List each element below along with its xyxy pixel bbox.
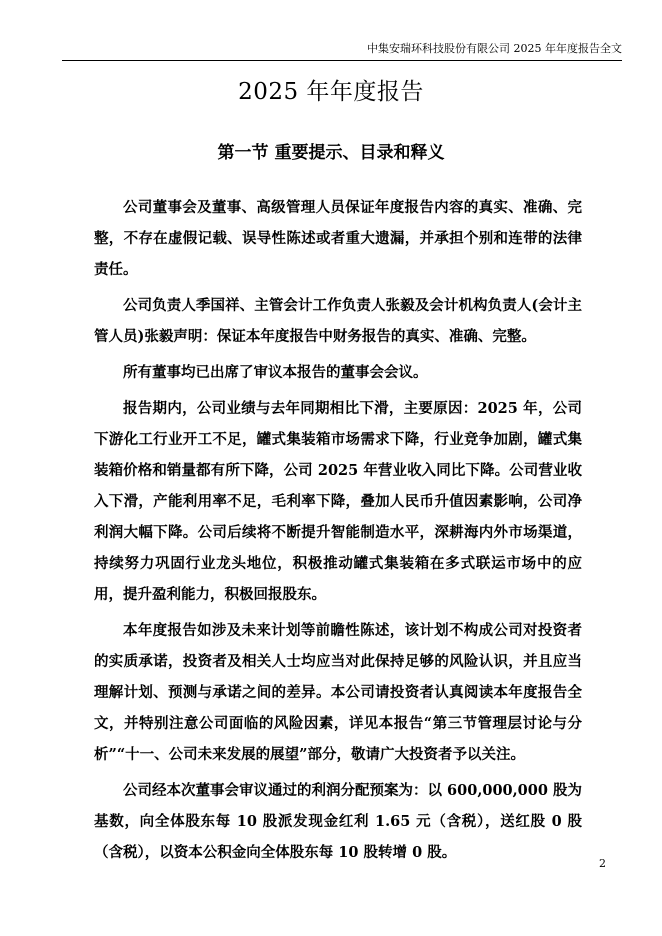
report-title: 2025 年年度报告 (238, 79, 424, 105)
page-number: 2 (599, 857, 606, 870)
paragraph-performance-decline: 报告期内，公司业绩与去年同期相比下滑，主要原因：2025 年，公司下游化工行业开工不足，罐式集装箱市场需求下降，行业竞争加剧，罐式集装箱价格和销量都有所下降，公司 2025 年营业收入同比下降。公司营业收入下滑，产能利用率不足，毛利率下降，叠加人民币升值因素影响，公司净利润大幅下降。公司后续将不断提升智能制造水平，深耕海内外市场渠道，持续努力巩固行业龙头地位，积极推动罐式集装箱在多式联运市场中的应用，提升盈利能力，积极回报股东。 (94, 400, 582, 603)
header-divider (62, 60, 622, 61)
running-header: 中集安瑞环科技股份有限公司 2025 年年度报告全文 (367, 42, 622, 55)
section-title: 第一节 重要提示、目录和释义 (217, 143, 445, 163)
paragraph-forward-looking: 本年度报告如涉及未来计划等前瞻性陈述，该计划不构成公司对投资者的实质承诺，投资者及相关人士均应当对此保持足够的风险认识，并且应当理解计划、预测与承诺之间的差异。本公司请投资者认真阅读本年度报告全文，并特别注意公司面临的风险因素，详见本报告“第三节管理层讨论与分析”“十一、公司未来发展的展望”部分，敬请广大投资者予以关注。 (94, 622, 582, 763)
paragraph-board-guarantee: 公司董事会及董事、高级管理人员保证年度报告内容的真实、准确、完整，不存在虚假记载、误导性陈述或者重大遗漏，并承担个别和连带的法律责任。 (94, 199, 582, 278)
paragraph-responsible-persons: 公司负责人季国祥、主管会计工作负责人张毅及会计机构负责人(会计主管人员)张毅声明：保证本年度报告中财务报告的真实、准确、完整。 (94, 297, 582, 345)
paragraph-director-attendance: 所有董事均已出席了审议本报告的董事会会议。 (123, 364, 428, 381)
important-notice-body (94, 192, 582, 873)
paragraph-profit-distribution: 公司经本次董事会审议通过的利润分配预案为：以 600,000,000 股为基数，向全体股东每 10 股派发现金红利 1.65 元（含税），送红股 0 股（含税），以资本公积金向全体股东每 10 股转增 0 股。 (94, 782, 582, 861)
